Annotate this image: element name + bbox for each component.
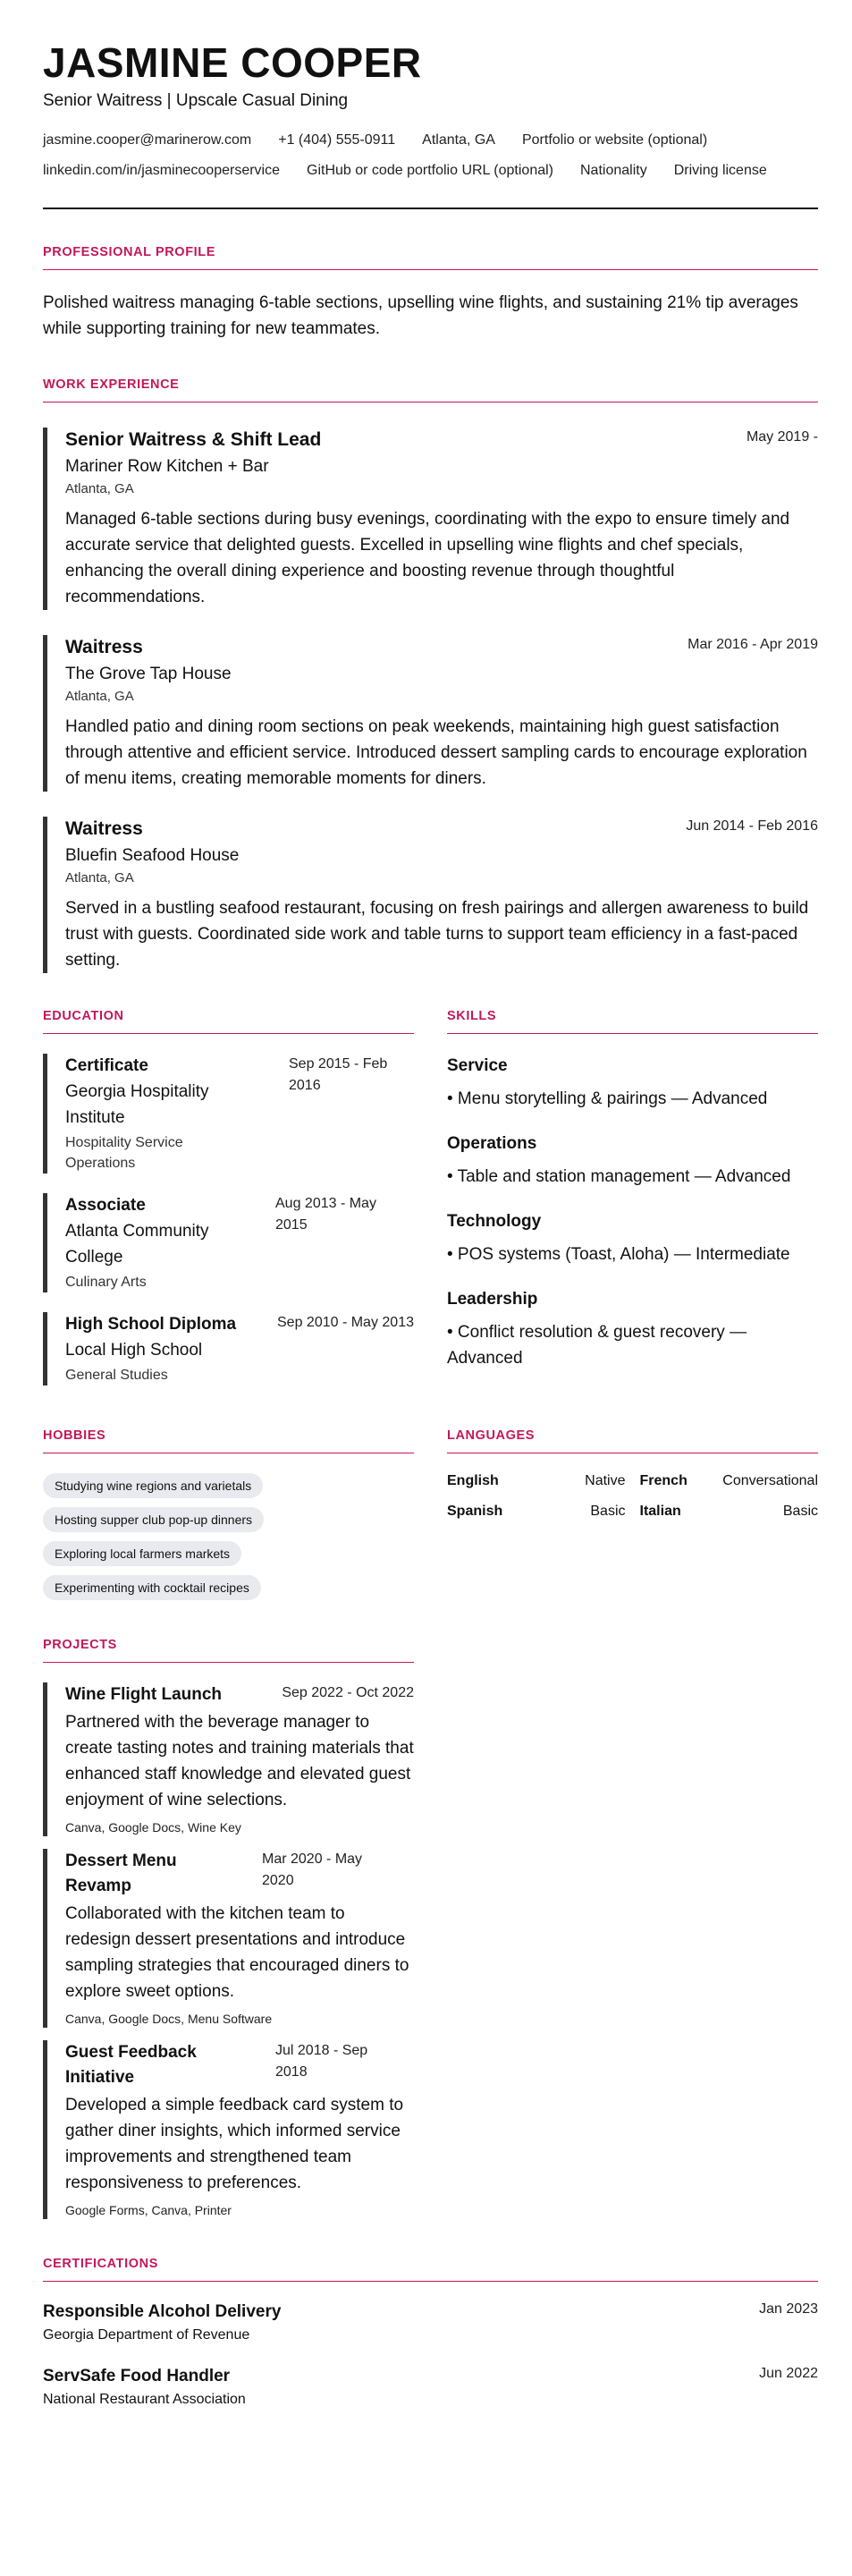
experience-section-title: WORK EXPERIENCE: [43, 377, 818, 402]
experience-description: Managed 6-table sections during busy evenings, coordinating with the expo to ensure timely and accurate service that delighted guests. Excelled in upselling wine flights and chef specials, enhancing the overall dining experience and boosting revenue through thoughtful recommendations.: [65, 510, 790, 606]
contact-list: [43, 131, 785, 181]
education-field: Culinary Arts: [65, 1275, 147, 1290]
skill-item: • Menu storytelling & pairings — Advanced: [447, 1089, 768, 1108]
education-degree: Certificate: [65, 1056, 148, 1075]
skills-section: [447, 1009, 818, 1385]
project-name: Guest Feedback Initiative: [65, 2043, 197, 2087]
hobbies-section: [43, 1428, 414, 1600]
projects-section: [43, 1638, 414, 2219]
language-item: [640, 1471, 819, 1491]
education-school: Local High School: [65, 1341, 203, 1360]
language-name: Spanish: [447, 1504, 503, 1519]
education-degree: High School Diploma: [65, 1315, 237, 1334]
education-item: [43, 1054, 414, 1174]
experience-company: Mariner Row Kitchen + Bar: [65, 457, 269, 476]
education-item: [43, 1312, 414, 1385]
language-level: Native: [585, 1473, 626, 1488]
hobbies-languages-row: [43, 1428, 818, 1600]
project-description: Partnered with the beverage manager to create tasting notes and training materials that enhanced staff knowledge and elevated guest enjoyment of wine selections.: [65, 1713, 414, 1809]
profile-text: Polished waitress managing 6-table sections, upselling wine flights, and sustaining 21% tip averages while supporting training for new teammates.: [43, 293, 798, 338]
experience-item: [43, 635, 818, 792]
language-name: Italian: [639, 1504, 681, 1519]
experience-dates: Jun 2014 - Feb 2016: [686, 818, 818, 834]
language-item: [640, 1502, 819, 1521]
education-section-title: EDUCATION: [43, 1009, 414, 1034]
hobby-tag-list: [43, 1464, 414, 1600]
experience-location: Atlanta, GA: [65, 481, 134, 496]
experience-dates: May 2019 -: [746, 429, 818, 445]
candidate-headline: Senior Waitress | Upscale Casual Dining: [43, 91, 349, 110]
education-degree: Associate: [65, 1196, 146, 1215]
project-dates: Mar 2020 - May 2020: [262, 1852, 363, 1888]
skill-category: Operations: [447, 1134, 537, 1153]
language-name: French: [639, 1473, 688, 1488]
contact-linkedin[interactable]: linkedin.com/in/jasminecooperservice: [43, 163, 281, 178]
contact-driving-license: Driving license: [673, 163, 767, 178]
education-school: Atlanta Community College: [65, 1222, 209, 1267]
contact-location: Atlanta, GA: [422, 132, 495, 148]
experience-company: Bluefin Seafood House: [65, 846, 240, 865]
language-item: [447, 1471, 626, 1491]
header-divider: [43, 208, 818, 209]
contact-github[interactable]: GitHub or code portfolio URL (optional): [307, 163, 553, 178]
certification-date: Jan 2023: [759, 2301, 818, 2317]
education-item: [43, 1193, 414, 1292]
skill-item: • Conflict resolution & guest recovery — Advanced: [447, 1323, 747, 1368]
experience-description: Served in a bustling seafood restaurant, focusing on fresh pairings and allergen awareness to build trust with guests. Coordinated side work and table turns to support team efficiency in a fast-paced setting.: [65, 899, 809, 970]
project-tools: Canva, Google Docs, Menu Software: [65, 2012, 273, 2026]
certification-issuer: National Restaurant Association: [43, 2392, 246, 2407]
education-dates: Sep 2010 - May 2013: [277, 1315, 414, 1330]
certification-date: Jun 2022: [759, 2366, 818, 2381]
hobby-tag: Exploring local farmers markets: [43, 1541, 241, 1566]
experience-item: [43, 428, 818, 610]
language-grid: [447, 1471, 818, 1521]
experience-location: Atlanta, GA: [65, 689, 134, 704]
project-name: Wine Flight Launch: [65, 1685, 223, 1704]
education-field: General Studies: [65, 1368, 168, 1383]
language-level: Basic: [590, 1504, 626, 1519]
hobby-tag: Studying wine regions and varietals: [43, 1473, 263, 1498]
skill-category: Service: [447, 1056, 508, 1075]
experience-dates: Mar 2016 - Apr 2019: [688, 637, 818, 652]
language-name: English: [447, 1473, 499, 1488]
experience-company: The Grove Tap House: [65, 665, 232, 683]
education-skills-row: [43, 1009, 818, 1385]
languages-section-title: LANGUAGES: [447, 1428, 818, 1453]
experience-role: Waitress: [65, 818, 143, 839]
project-tools: Canva, Google Docs, Wine Key: [65, 1820, 241, 1835]
education-school: Georgia Hospitality Institute: [65, 1082, 209, 1127]
skill-category: Technology: [447, 1212, 542, 1231]
contact-email[interactable]: jasmine.cooper@marinerow.com: [43, 132, 252, 148]
skill-category: Leadership: [447, 1290, 538, 1309]
skill-item: • POS systems (Toast, Aloha) — Intermediate: [447, 1245, 790, 1264]
experience-item: [43, 817, 818, 973]
certifications-section: [43, 2257, 818, 2411]
certifications-section-title: CERTIFICATIONS: [43, 2257, 818, 2282]
project-description: Developed a simple feedback card system to gather diner insights, which informed service improvements and strengthened team responsiveness to preferences.: [65, 2096, 404, 2192]
education-dates: Sep 2015 - Feb 2016: [289, 1056, 388, 1093]
project-tools: Google Forms, Canva, Printer: [65, 2203, 232, 2217]
experience-section: [43, 377, 818, 973]
project-item: [43, 2040, 414, 2219]
project-item: [43, 1849, 414, 2028]
certification-item: [43, 2300, 818, 2346]
experience-role: Senior Waitress & Shift Lead: [65, 429, 322, 450]
candidate-name: JASMINE COOPER: [43, 39, 422, 86]
education-section: [43, 1009, 414, 1385]
hobbies-section-title: HOBBIES: [43, 1428, 414, 1453]
experience-description: Handled patio and dining room sections on peak weekends, maintaining high guest satisfaction through attentive and efficient service. Introduced dessert sampling cards to encourage exploration of menu items, creating memorable moments for diners.: [65, 717, 807, 788]
certification-item: [43, 2364, 818, 2411]
contact-phone[interactable]: +1 (404) 555-0911: [278, 132, 396, 148]
certification-name: Responsible Alcohol Delivery: [43, 2302, 282, 2321]
language-item: [447, 1502, 626, 1521]
contact-portfolio[interactable]: Portfolio or website (optional): [521, 132, 708, 148]
project-dates: Jul 2018 - Sep 2018: [275, 2043, 368, 2080]
experience-location: Atlanta, GA: [65, 870, 134, 886]
certification-issuer: Georgia Department of Revenue: [43, 2327, 250, 2343]
education-dates: Aug 2013 - May 2015: [275, 1196, 376, 1233]
experience-role: Waitress: [65, 637, 143, 657]
project-item: [43, 1682, 414, 1836]
project-description: Collaborated with the kitchen team to redesign dessert presentations and introduce sampling strategies that encouraged diners to explore sweet options.: [65, 1904, 409, 2001]
project-name: Dessert Menu Revamp: [65, 1852, 177, 1895]
projects-section-title: PROJECTS: [43, 1638, 414, 1663]
skill-item: • Table and station management — Advanced: [447, 1167, 791, 1186]
profile-section-title: PROFESSIONAL PROFILE: [43, 245, 818, 270]
skills-section-title: SKILLS: [447, 1009, 818, 1034]
hobby-tag: Hosting supper club pop-up dinners: [43, 1507, 264, 1532]
contact-nationality: Nationality: [580, 163, 647, 178]
education-field: Hospitality Service Operations: [65, 1135, 183, 1171]
language-level: Conversational: [722, 1473, 818, 1488]
hobby-tag: Experimenting with cocktail recipes: [43, 1575, 261, 1600]
language-level: Basic: [782, 1504, 818, 1519]
certification-name: ServSafe Food Handler: [43, 2367, 231, 2385]
languages-section: [447, 1428, 818, 1600]
profile-section: [43, 245, 818, 342]
project-dates: Sep 2022 - Oct 2022: [282, 1685, 414, 1700]
